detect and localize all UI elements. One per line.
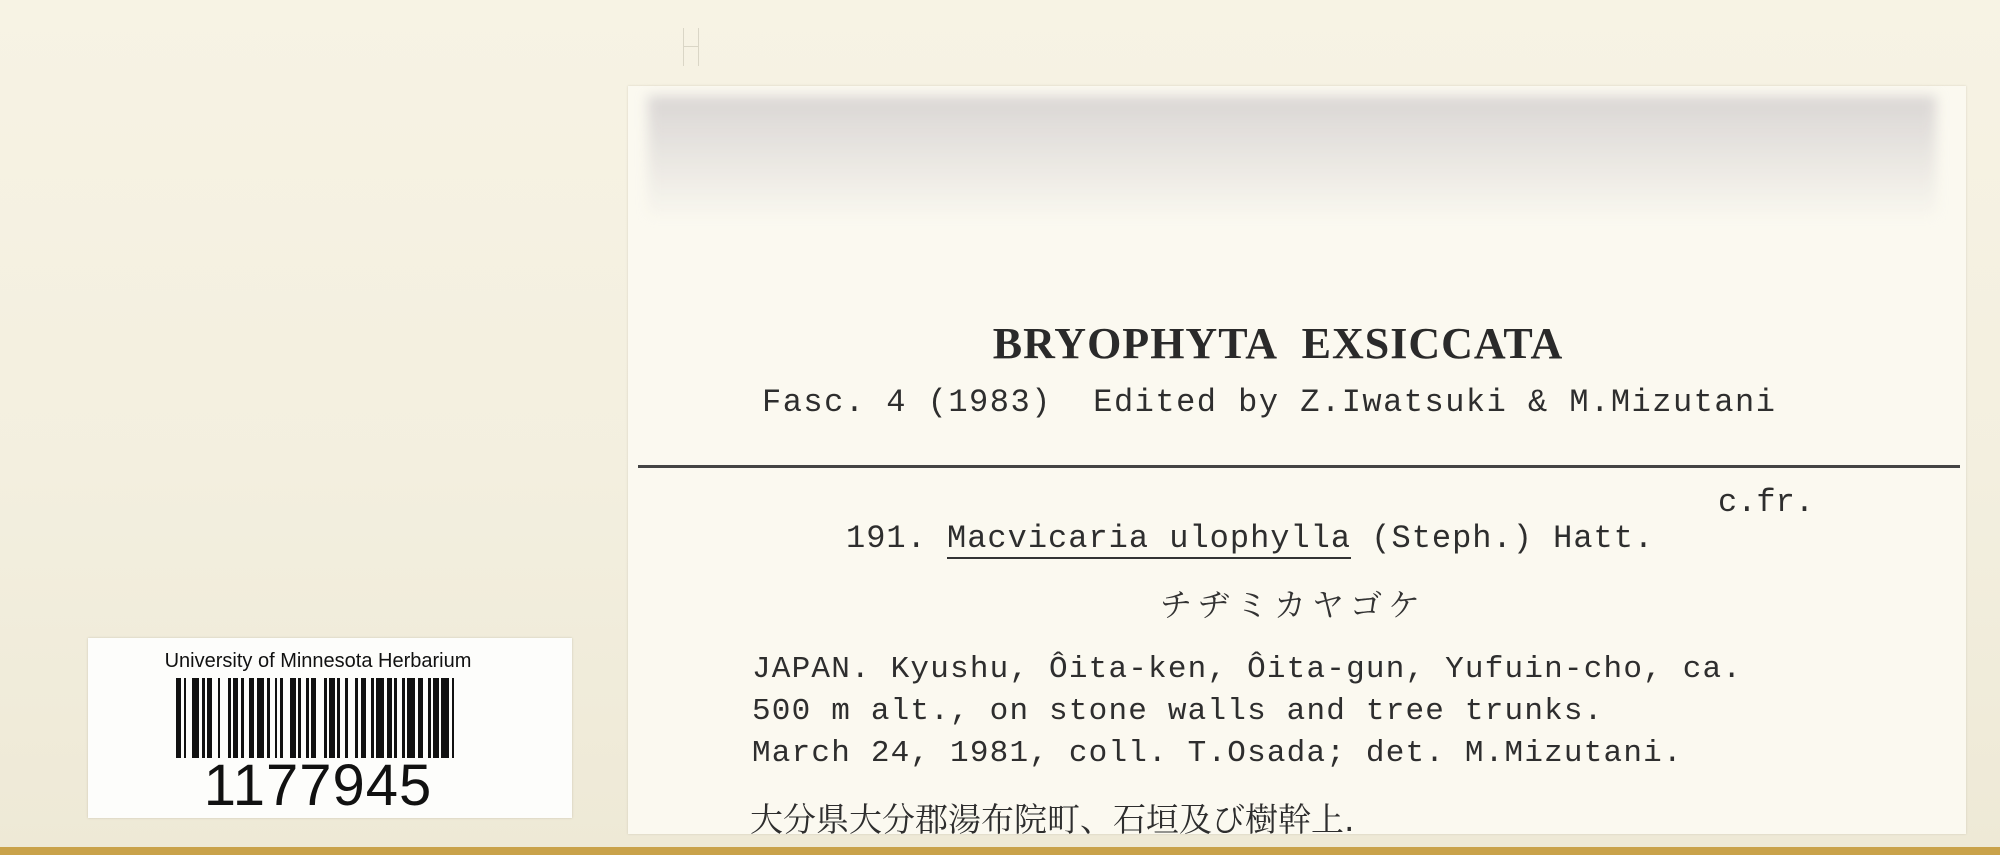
species-author: (Steph.) Hatt. xyxy=(1371,520,1655,557)
locality-line-1: JAPAN. Kyushu, Ôita-ken, Ôita-gun, Yufuin-cho, ca. xyxy=(752,652,1743,687)
species-name: Macvicaria ulophylla xyxy=(947,520,1352,557)
collection-line: March 24, 1981, coll. T.Osada; det. M.Mizutani. xyxy=(752,736,1683,771)
label-subtitle: Fasc. 4 (1983) Edited by Z.Iwatsuki & M.Mizutani xyxy=(762,384,1777,421)
herbarium-name: University of Minnesota Herbarium xyxy=(164,650,472,672)
catalog-number: 1177945 xyxy=(203,753,433,818)
specimen-label xyxy=(628,86,1966,839)
fruiting-note: c.fr. xyxy=(1718,484,1815,521)
species-number: 191. xyxy=(846,520,927,557)
label-title: BRYOPHYTA EXSICCATA xyxy=(992,319,1564,368)
sheet-edge xyxy=(0,847,2000,855)
label-divider xyxy=(638,465,1960,468)
barcode-label xyxy=(88,638,572,818)
barcode-bars xyxy=(176,678,460,758)
japanese-common-name: チヂミカヤゴケ xyxy=(1159,586,1426,624)
species-line xyxy=(846,520,1654,557)
label-shading xyxy=(648,96,1936,216)
locality-line-2: 500 m alt., on stone walls and tree trunks. xyxy=(752,694,1604,729)
locality-japanese: 大分県大分郡湯布院町、石垣及び樹幹上. xyxy=(750,800,1355,839)
pencil-mark xyxy=(683,28,699,66)
